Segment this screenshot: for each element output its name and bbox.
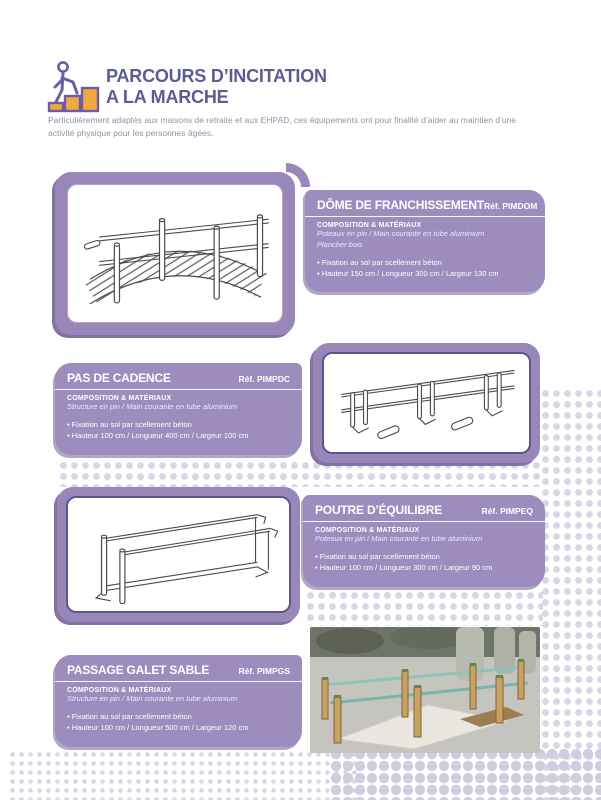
spec-item: • Fixation au sol par scellement béton [315,551,533,562]
product-card-pas-de-cadence [55,363,302,455]
spec-item: • Hauteur 100 cm / Longueur 400 cm / Largeur 100 cm [67,430,290,441]
product-title: PASSAGE GALET SABLE [67,663,209,677]
balance-beam-line-drawing [71,500,287,610]
product-title: POUTRE D’ÉQUILIBRE [315,503,443,517]
material-line: Structure en pin / Main courante en tube aluminium [67,402,238,411]
halftone-dots-mid1 [58,460,543,487]
product-ref: Réf. PIMPDC [238,374,290,384]
figure-climbing-steps-icon [46,60,102,114]
passage-galets-photo-scene [310,627,540,753]
bridge-line-drawing [73,190,278,318]
spec-item: • Hauteur 100 cm / Longueur 300 cm / Largeur 90 cm [315,562,533,573]
halftone-dots-right [540,388,601,800]
material-line: Plancher bois [317,239,363,249]
halftone-dots-bottom-small [8,750,358,800]
spec-item: • Fixation au sol par scellement béton [67,419,290,430]
spec-item: • Hauteur 100 cm / Longueur 500 cm / Largeur 120 cm [67,722,290,733]
composition-heading: COMPOSITION & MATÉRIAUX [315,527,420,534]
composition-heading: COMPOSITION & MATÉRIAUX [67,687,172,694]
halftone-dots-bottom-big [330,748,601,800]
spec-item: • Fixation au sol par scellement béton [317,257,533,268]
product-card-passage-galet [55,655,302,747]
halftone-dots-mid2 [305,590,543,626]
material-line: Poteaux en pin / Main courante en tube aluminium [317,229,485,238]
passage-galets-photo [310,627,540,753]
product-card-poutre [303,495,545,587]
page-title [106,66,327,108]
spec-list [315,551,533,574]
spec-list [67,711,290,734]
material-line: Poteaux en pin / Main courante en tube aluminium [315,534,483,543]
product-title: DÔME DE FRANCHISSEMENT [317,198,484,212]
spec-list [67,419,290,442]
divider [55,389,302,390]
page-title-line2: A LA MARCHE [106,87,229,107]
spec-list [317,257,533,280]
product-image-frame-poutre [57,487,300,622]
product-image-frame-dome [55,172,295,335]
intro-text: Particulièrement adaptés aux maisons de retraite et aux EHPAD, ces équipements ont pour finalité d’aider au maintien d’une activité physique pour les personnes âgées. [48,115,517,139]
composition-heading: COMPOSITION & MATÉRIAUX [317,222,422,229]
cadence-steps-line-drawing [327,355,527,451]
divider [55,681,302,682]
product-card-dome [305,190,545,292]
divider [303,521,545,522]
spec-item: • Fixation au sol par scellement béton [67,711,290,722]
product-ref: Réf. PIMPGS [238,666,290,676]
spec-item: • Hauteur 150 cm / Longueur 300 cm / Largeur 130 cm [317,268,533,279]
divider [305,216,545,217]
product-ref: Réf. PIMPEQ [481,506,533,516]
material-line: Structure en pin / Main courante en tube aluminium [67,694,238,703]
product-title: PAS DE CADENCE [67,371,171,385]
product-ref: Réf. PIMDOM [483,201,538,211]
product-image-frame-cadence [313,343,540,463]
page-title-line1: PARCOURS D’INCITATION [106,66,327,86]
composition-heading: COMPOSITION & MATÉRIAUX [67,395,172,402]
